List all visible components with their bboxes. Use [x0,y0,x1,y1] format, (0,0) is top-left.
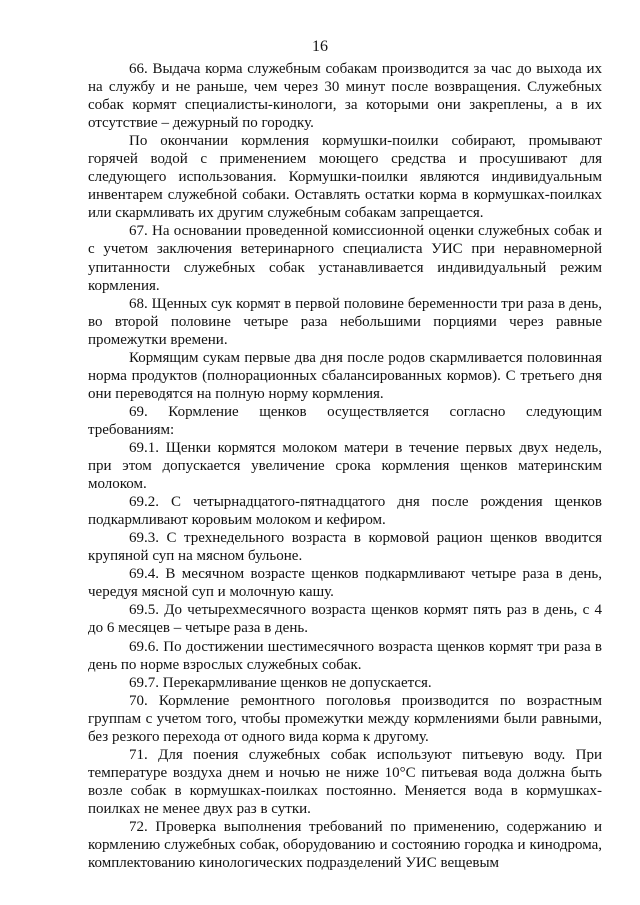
paragraph: 72. Проверка выполнения требований по применению, содержанию и кормлению служебных собак, оборудованию и состоянию городка и кинодрома, комплектованию кинологических подразделений УИС вещевым [88,818,602,872]
paragraph: 69.4. В месячном возрасте щенков подкармливают четыре раза в день, чередуя мясной суп и молочную кашу. [88,566,602,601]
paragraph: 69.5. До четырехмесячного возраста щенков кормят пять раз в день, с 4 до 6 месяцев – четыре раза в день. [88,602,602,637]
paragraph: 66. Выдача корма служебным собакам производится за час до выхода их на службу и не раньше, чем через 30 минут после возвращения. Служебных собак кормят специалисты-кинологи, за которыми они закреплены, а в их отсутствие – дежурный по городку. [88,61,602,132]
paragraph: 71. Для поения служебных собак используют питьевую воду. При температуре воздуха днем и ночью не ниже 10°С питьевая вода должна быть возле собак в кормушках-поилках постоянно. Меняется вода в кормушках-поилках не менее двух раз в сутки. [88,746,602,817]
paragraph: Кормящим сукам первые два дня после родов скармливается половинная норма продуктов (полнорационных сбалансированных кормов). С третьего дня они переводятся на полную норму кормления. [88,349,602,402]
paragraph: 69.1. Щенки кормятся молоком матери в течение первых двух недель, при этом допускается увеличение срока кормления щенков материнским молоком. [88,439,602,493]
paragraph: По окончании кормления кормушки-поилки собирают, промывают горячей водой с применением моющего средства и просушивают для следующего использования. Кормушки-поилки являются индивидуальным инвентарем служебной собаки. Оставлять остатки корма в кормушках-поилках или скармливать их другим служебным собакам запрещается. [88,133,602,222]
paragraph: 67. На основании проведенной комиссионной оценки служебных собак и с учетом заключения ветеринарного специалиста УИС при неравномерной упитанности служебных собак устанавливается индивидуальный режим кормления. [88,223,602,294]
paragraph: 70. Кормление ремонтного поголовья производится по возрастным группам с учетом того, чтобы промежутки между кормлениями были равными, без резкого перехода от одного вида корма к другому. [88,692,602,745]
document-body [88,60,602,872]
paragraph: 68. Щенных сук кормят в первой половине беременности три раза в день, во второй половине четыре раза небольшими порциями через равные промежутки времени. [88,295,602,348]
paragraph: 69.7. Перекармливание щенков не допускается. [129,674,432,691]
page-number: 16 [312,38,328,55]
paragraph: 69. Кормление щенков осуществляется согласно следующим требованиям: [88,403,602,438]
paragraph: 69.6. По достижении шестимесячного возраста щенков кормят три раза в день по норме взрослых служебных собак. [88,638,602,673]
paragraph: 69.3. С трехнедельного возраста в кормовой рацион щенков вводится крупяной суп на мясном бульоне. [88,530,602,565]
paragraph: 69.2. С четырнадцатого-пятнадцатого дня после рождения щенков подкармливают коровьим молоком и кефиром. [88,494,602,529]
